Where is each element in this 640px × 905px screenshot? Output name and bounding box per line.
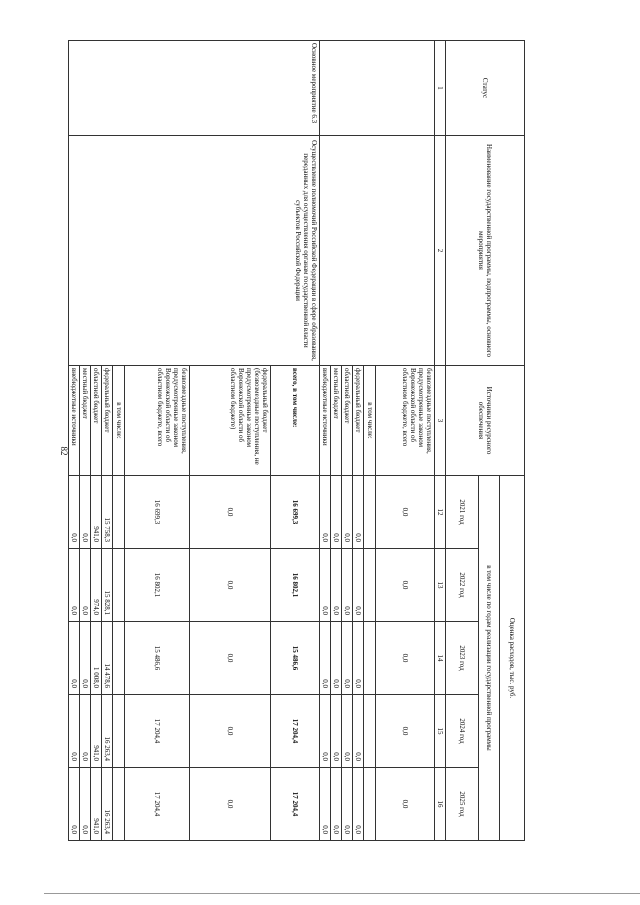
source-free-receipts: безвозмездные поступления, предусмотренные законом Воронежской области об областном бюджете, всего <box>375 366 434 476</box>
source-label: областной бюджет <box>90 366 101 476</box>
value-cell: 0,0 <box>341 476 352 549</box>
value-cell: 941,0 <box>90 695 101 768</box>
source-federal-unplanned: федеральный бюджет (безвозмездные поступления, не предусмотренные законом Воронежской области об областном бюджете) <box>189 366 270 476</box>
value-cell: 14 478,6 <box>101 622 112 695</box>
value-cell: 15 828,1 <box>101 549 112 622</box>
value-cell: 0,0 <box>68 695 79 768</box>
value-cell: 0,0 <box>375 622 434 695</box>
value-cell: 0,0 <box>375 695 434 768</box>
source-total: всего, в том числе: <box>270 366 319 476</box>
including-label: в том числе: <box>363 366 375 476</box>
value-cell: 16 699,3 <box>124 476 189 549</box>
value-cell: 16 802,1 <box>270 549 319 622</box>
value-cell: 0,0 <box>319 549 330 622</box>
value-cell: 0,0 <box>341 695 352 768</box>
value-cell: 0,0 <box>319 476 330 549</box>
source-label: областной бюджет <box>341 366 352 476</box>
value-cell: 0,0 <box>352 695 363 768</box>
value-cell: 0,0 <box>189 768 270 841</box>
source-label: федеральный бюджет <box>352 366 363 476</box>
value-cell: 0,0 <box>341 549 352 622</box>
header-status: Статус <box>446 41 525 136</box>
year-2021: 2021 год <box>446 476 479 549</box>
year-2024: 2024 год <box>446 695 479 768</box>
value-cell: 0,0 <box>68 549 79 622</box>
value-cell: 0,0 <box>189 695 270 768</box>
column-numbers-row <box>434 41 445 841</box>
colnum-3: 3 <box>434 366 445 476</box>
colnum-1: 1 <box>434 41 445 136</box>
header-estimate: Оценка расходов, тыс. руб. <box>500 476 525 841</box>
value-cell: 0,0 <box>68 768 79 841</box>
value-cell: 16 802,1 <box>124 549 189 622</box>
value-cell: 0,0 <box>330 476 341 549</box>
value-cell: 1 008,0 <box>90 622 101 695</box>
value-cell: 0,0 <box>375 549 434 622</box>
value-cell: 0,0 <box>189 622 270 695</box>
colnum-13: 13 <box>434 549 445 622</box>
source-free-receipts: безвозмездные поступления, предусмотренные законом Воронежской области об областном бюджете, всего <box>124 366 189 476</box>
value-cell: 15 486,6 <box>124 622 189 695</box>
including-label: в том числе: <box>112 366 124 476</box>
value-cell: 17 204,4 <box>124 695 189 768</box>
value-cell: 16 263,4 <box>101 768 112 841</box>
value-cell: 0,0 <box>375 476 434 549</box>
value-cell: 0,0 <box>79 622 90 695</box>
year-2025: 2025 год <box>446 768 479 841</box>
table-row <box>375 41 434 841</box>
header-row-1 <box>500 41 525 841</box>
value-cell: 0,0 <box>189 549 270 622</box>
year-2023: 2023 год <box>446 622 479 695</box>
value-cell: 0,0 <box>375 768 434 841</box>
value-cell: 0,0 <box>330 695 341 768</box>
value-cell: 15 486,6 <box>270 622 319 695</box>
year-2022: 2022 год <box>446 549 479 622</box>
value-cell: 0,0 <box>352 768 363 841</box>
table-row <box>270 41 319 841</box>
name-cell-empty <box>319 136 434 366</box>
value-cell: 0,0 <box>330 549 341 622</box>
header-source: Источники ресурсного обеспечения <box>446 366 525 476</box>
value-cell: 0,0 <box>79 476 90 549</box>
source-label: местный бюджет <box>79 366 90 476</box>
value-cell: 17 204,4 <box>270 695 319 768</box>
page-number: 82 <box>59 446 69 456</box>
value-cell: 0,0 <box>319 695 330 768</box>
value-cell: 0,0 <box>189 476 270 549</box>
page-bottom-rule <box>44 893 640 894</box>
colnum-16: 16 <box>434 768 445 841</box>
event-status: Основное мероприятие 6.3 <box>68 41 319 136</box>
value-cell: 941,0 <box>90 476 101 549</box>
value-cell: 0,0 <box>330 622 341 695</box>
budget-table <box>68 40 525 841</box>
value-cell: 0,0 <box>319 622 330 695</box>
value-cell: 0,0 <box>352 549 363 622</box>
colnum-14: 14 <box>434 622 445 695</box>
rotated-table-wrapper <box>69 40 525 840</box>
source-label: внебюджетные источники <box>319 366 330 476</box>
colnum-2: 2 <box>434 136 445 366</box>
value-cell: 941,0 <box>90 768 101 841</box>
value-cell: 16 263,4 <box>101 695 112 768</box>
value-cell: 17 204,4 <box>270 768 319 841</box>
event-name: Осуществление полномочий Российской Федерации в сфере образования, переданных для осуществления органам государственной власти субъектов Российской Федерации <box>68 136 319 366</box>
value-cell: 0,0 <box>79 549 90 622</box>
source-label: федеральный бюджет <box>101 366 112 476</box>
value-cell: 17 204,4 <box>124 768 189 841</box>
value-cell: 0,0 <box>79 695 90 768</box>
value-cell: 16 699,3 <box>270 476 319 549</box>
value-cell: 0,0 <box>352 476 363 549</box>
value-cell: 0,0 <box>79 768 90 841</box>
header-by-years: в том числе по годам реализации государственной программы <box>479 476 500 841</box>
status-cell-empty <box>319 41 434 136</box>
value-cell: 0,0 <box>341 622 352 695</box>
value-cell: 0,0 <box>319 768 330 841</box>
value-cell: 0,0 <box>341 768 352 841</box>
value-cell: 974,0 <box>90 549 101 622</box>
source-label: внебюджетные источники <box>68 366 79 476</box>
colnum-12: 12 <box>434 476 445 549</box>
value-cell: 0,0 <box>330 768 341 841</box>
colnum-15: 15 <box>434 695 445 768</box>
value-cell: 15 758,3 <box>101 476 112 549</box>
source-label: местный бюджет <box>330 366 341 476</box>
value-cell: 0,0 <box>68 622 79 695</box>
value-cell: 0,0 <box>352 622 363 695</box>
header-name: Наименование государственной программы, подпрограммы, основного мероприятия <box>446 136 525 366</box>
value-cell: 0,0 <box>68 476 79 549</box>
